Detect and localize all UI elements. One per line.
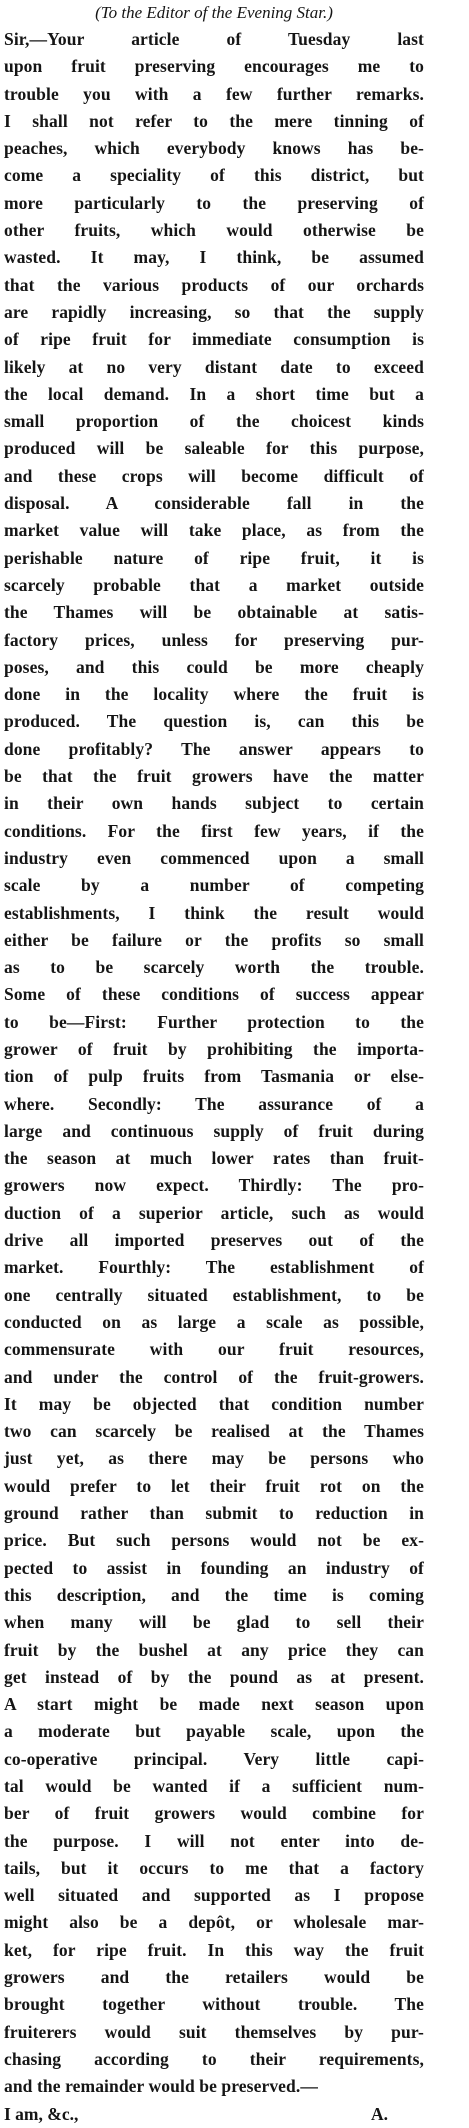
letter-signature: A. <box>370 2103 388 2124</box>
letter-line: duction of a superior article, such as would <box>4 1202 424 1223</box>
letter-signoff <box>4 2101 424 2128</box>
letter-line: ber of fruit growers would combine for <box>4 1803 424 1824</box>
letter-line: fruit by the bushel at any price they can <box>4 1639 424 1660</box>
letter-line: grower of fruit by prohibiting the importa- <box>4 1038 424 1059</box>
letter-line: brought together without trouble. The <box>4 1994 424 2015</box>
letter-line: pected to assist in founding an industry of <box>4 1557 424 1578</box>
letter-line: either be failure or the profits so small <box>4 929 424 950</box>
letter-line: commensurate with our fruit resources, <box>4 1339 424 1360</box>
letter-line: Some of these conditions of success appear <box>4 984 424 1005</box>
letter-line: poses, and this could be more cheaply <box>4 656 424 677</box>
letter-line: disposal. A considerable fall in the <box>4 493 424 514</box>
letter-line: conducted on as large a scale as possible, <box>4 1311 424 1332</box>
letter-line: trouble you with a few further remarks. <box>4 83 424 104</box>
letter-line: ket, for ripe fruit. In this way the fruit <box>4 1939 424 1960</box>
letter-line: It may be objected that condition number <box>4 1393 424 1414</box>
letter-heading: (To the Editor of the Evening Star.) <box>95 3 333 22</box>
letter-line: of ripe fruit for immediate consumption is <box>4 329 424 350</box>
letter-line: other fruits, which would otherwise be <box>4 220 424 241</box>
letter-line: growers and the retailers would be <box>4 1967 424 1988</box>
letter-line: done in the locality where the fruit is <box>4 684 424 705</box>
letter-line: to be—First: Further protection to the <box>4 1011 424 1032</box>
letter-line: in their own hands subject to certain <box>4 793 424 814</box>
letter-line: peaches, which everybody knows has be- <box>4 138 424 159</box>
letter-line: that the various products of our orchards <box>4 274 424 295</box>
letter-column <box>4 0 424 2128</box>
letter-line: market value will take place, as from the <box>4 520 424 541</box>
letter-line: the local demand. In a short time but a <box>4 383 424 404</box>
letter-line: and under the control of the fruit-growers. <box>4 1366 424 1387</box>
letter-line: the Thames will be obtainable at satis- <box>4 602 424 623</box>
letter-line: Sir,—Your article of Tuesday last <box>4 29 424 49</box>
letter-line: scale by a number of competing <box>4 875 424 896</box>
letter-line: drive all imported preserves out of the <box>4 1230 424 1251</box>
letter-line: growers now expect. Thirdly: The pro- <box>4 1175 424 1196</box>
letter-line: tails, but it occurs to me that a factory <box>4 1857 424 1878</box>
letter-line: done profitably? The answer appears to <box>4 738 424 759</box>
letter-line: tal would be wanted if a sufficient num- <box>4 1776 424 1796</box>
letter-line: well situated and supported as I propose <box>4 1885 424 1906</box>
letter-line: large and continuous supply of fruit during <box>4 1120 424 1141</box>
letter-line: come a speciality of this district, but <box>4 165 424 186</box>
letter-line: are rapidly increasing, so that the supply <box>4 301 424 322</box>
letter-line: co-operative principal. Very little capi- <box>4 1748 424 1769</box>
letter-line: as to be scarcely worth the trouble. <box>4 957 424 978</box>
letter-line: and the remainder would be preserved.— <box>4 2076 318 2097</box>
letter-line: I shall not refer to the mere tinning of <box>4 110 424 131</box>
letter-line: ground rather than submit to reduction in <box>4 1503 424 1524</box>
letter-line: likely at no very distant date to exceed <box>4 356 424 377</box>
letter-line: where. Secondly: The assurance of a <box>4 1093 424 1114</box>
letter-line: fruiterers would suit themselves by pur- <box>4 2021 424 2042</box>
letter-line: A start might be made next season upon <box>4 1694 424 1715</box>
letter-line: more particularly to the preserving of <box>4 192 424 213</box>
letter-line: a moderate but payable scale, upon the <box>4 1721 424 1742</box>
letter-line: this description, and the time is coming <box>4 1584 424 1605</box>
letter-line: one centrally situated establishment, to be <box>4 1284 424 1305</box>
letter-line: would prefer to let their fruit rot on the <box>4 1475 424 1496</box>
letter-line: tion of pulp fruits from Tasmania or else- <box>4 1066 424 1087</box>
letter-line: price. But such persons would not be ex- <box>4 1530 424 1551</box>
letter-line: be that the fruit growers have the matter <box>4 766 424 787</box>
letter-closing: I am, &c., <box>4 2103 79 2124</box>
letter-line: upon fruit preserving encourages me to <box>4 56 424 77</box>
letter-line: conditions. For the first few years, if the <box>4 820 424 841</box>
letter-line: perishable nature of ripe fruit, it is <box>4 547 424 568</box>
letter-line: chasing according to their requirements, <box>4 2048 424 2069</box>
letter-line: produced. The question is, can this be <box>4 711 424 732</box>
letter-line: when many will be glad to sell their <box>4 1612 424 1633</box>
letter-line: just yet, as there may be persons who <box>4 1448 424 1469</box>
letter-line: the season at much lower rates than fruit- <box>4 1148 424 1169</box>
letter-line: small proportion of the choicest kinds <box>4 411 424 432</box>
letter-line: get instead of by the pound as at present. <box>4 1666 424 1687</box>
letter-body <box>4 26 424 2101</box>
letter-line: establishments, I think the result would <box>4 902 424 923</box>
letter-line: market. Fourthly: The establishment of <box>4 1257 424 1278</box>
letter-line: factory prices, unless for preserving pur- <box>4 629 424 650</box>
letter-line: scarcely probable that a market outside <box>4 574 424 595</box>
letter-line: the purpose. I will not enter into de- <box>4 1830 424 1851</box>
letter-line: industry even commenced upon a small <box>4 847 424 868</box>
letter-line: two can scarcely be realised at the Thames <box>4 1421 424 1442</box>
letter-line: might also be a depôt, or wholesale mar- <box>4 1912 424 1933</box>
letter-line: wasted. It may, I think, be assumed <box>4 247 424 268</box>
letter-line: produced will be saleable for this purpose, <box>4 438 424 459</box>
letter-line: and these crops will become difficult of <box>4 465 424 486</box>
